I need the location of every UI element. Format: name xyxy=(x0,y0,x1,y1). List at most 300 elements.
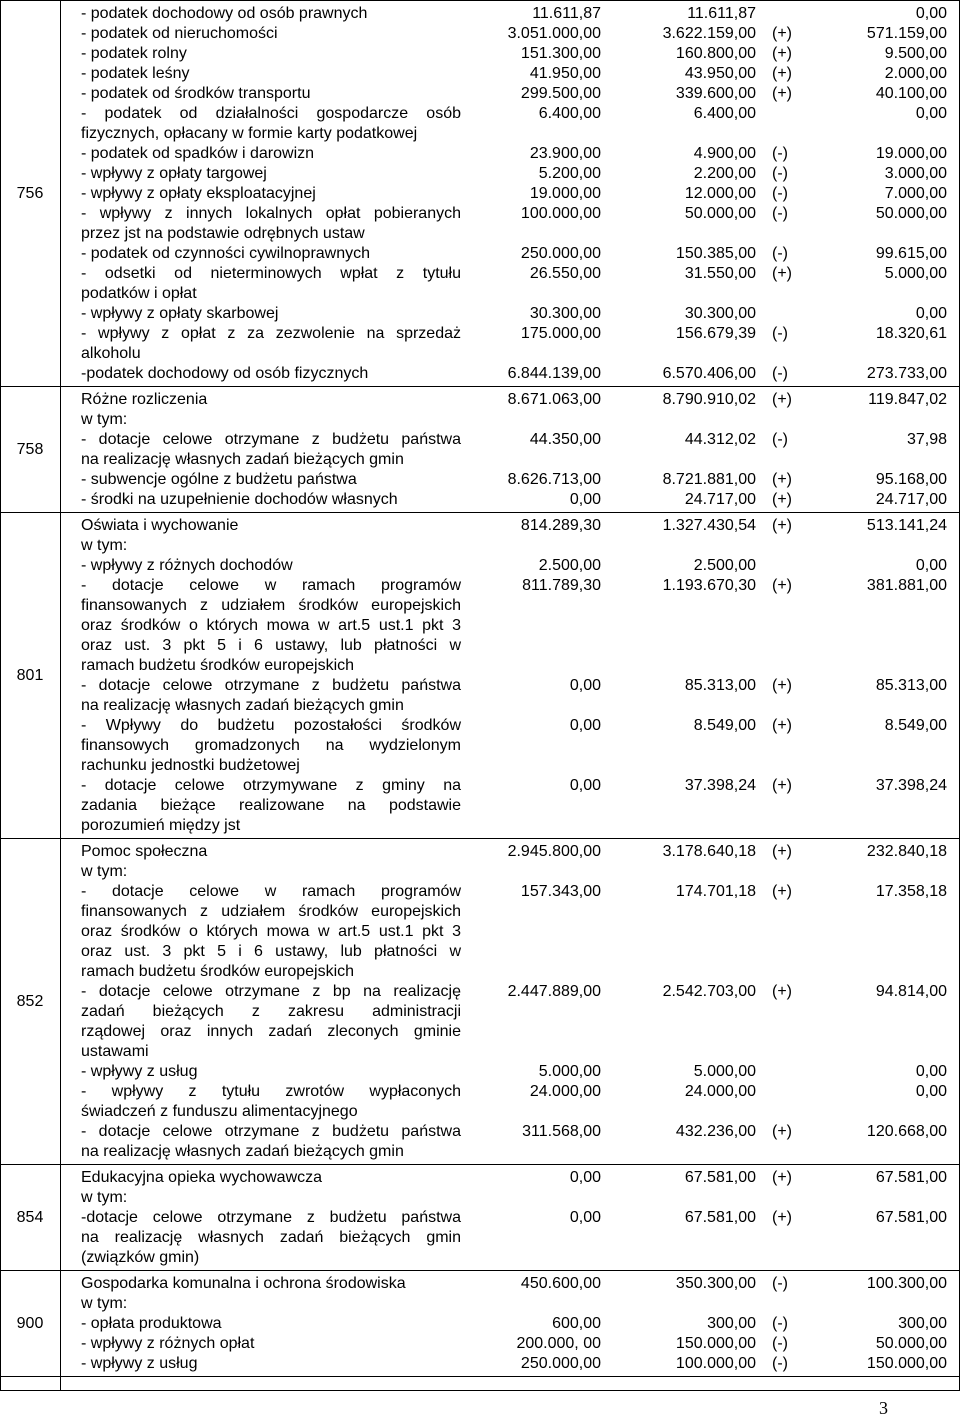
value-planned: 100.000,00 xyxy=(520,205,601,222)
table-row xyxy=(0,490,960,510)
row-description xyxy=(81,1062,461,1082)
value-planned: 811.789,30 xyxy=(522,577,601,594)
value-after-change: 150.385,00 xyxy=(675,245,756,262)
value-planned: 0,00 xyxy=(569,777,601,794)
section-code: 852 xyxy=(16,993,44,1010)
description-line: na realizację własnych zadań bieżących gmin xyxy=(81,697,404,714)
value-planned: 6.844.139,00 xyxy=(507,365,601,382)
value-difference: 120.668,00 xyxy=(866,1123,947,1140)
value-planned: 175.000,00 xyxy=(520,325,601,342)
code-column-border xyxy=(60,0,61,1390)
value-difference: 0,00 xyxy=(915,557,947,574)
row-description xyxy=(81,264,461,304)
table-row xyxy=(0,1122,960,1162)
change-sign: (+) xyxy=(772,265,792,282)
row-description xyxy=(81,24,461,44)
value-after-change: 24.000,00 xyxy=(684,1083,756,1100)
value-planned: 311.568,00 xyxy=(522,1123,601,1140)
description-line: - podatek od nieruchomości xyxy=(81,25,278,42)
table-row xyxy=(0,776,960,836)
row-description xyxy=(81,516,461,536)
value-after-change: 1.327.430,54 xyxy=(662,517,756,534)
row-description xyxy=(81,1208,461,1268)
page-number: 3 xyxy=(879,1398,888,1418)
description-line: - dotacje celowe otrzymane z budżetu państwa xyxy=(81,1123,461,1140)
value-after-change: 43.950,00 xyxy=(684,65,756,82)
value-after-change: 2.200,00 xyxy=(693,165,756,182)
description-line: - podatek od działalności gospodarcze osób xyxy=(81,105,461,122)
description-line: przez jst na podstawie odrębnych ustaw xyxy=(81,225,365,242)
change-sign: (-) xyxy=(772,145,788,162)
value-difference: 0,00 xyxy=(915,305,947,322)
value-planned: 30.300,00 xyxy=(529,305,601,322)
value-planned: 44.350,00 xyxy=(529,431,601,448)
table-top-border xyxy=(0,0,960,1)
table-row xyxy=(0,104,960,144)
value-after-change: 174.701,18 xyxy=(675,883,756,900)
row-description xyxy=(81,1168,461,1188)
value-planned: 250.000,00 xyxy=(520,1355,601,1372)
value-difference: 150.000,00 xyxy=(866,1355,947,1372)
value-after-change: 6.400,00 xyxy=(693,105,756,122)
table-row xyxy=(0,144,960,164)
change-sign: (+) xyxy=(772,517,792,534)
row-description xyxy=(81,536,461,556)
change-sign: (-) xyxy=(772,431,788,448)
value-after-change: 6.570.406,00 xyxy=(662,365,756,382)
row-description xyxy=(81,1082,461,1122)
change-sign: (-) xyxy=(772,245,788,262)
description-line: - podatek rolny xyxy=(81,45,187,62)
description-line: oraz środków o których mowa w art.5 ust.1 pkt 3 xyxy=(81,617,461,634)
value-after-change: 160.800,00 xyxy=(675,45,756,62)
row-description xyxy=(81,64,461,84)
value-difference: 99.615,00 xyxy=(875,245,947,262)
section-code: 900 xyxy=(16,1315,44,1332)
description-line: - podatek dochodowy od osób prawnych xyxy=(81,5,368,22)
row-description xyxy=(81,1122,461,1162)
row-description xyxy=(81,364,461,384)
description-line: rachunku jednostki budżetowej xyxy=(81,757,300,774)
table-row xyxy=(0,576,960,676)
description-line: w tym: xyxy=(81,863,128,880)
change-sign: (+) xyxy=(772,717,792,734)
value-planned: 3.051.000,00 xyxy=(507,25,601,42)
value-planned: 8.671.063,00 xyxy=(507,391,601,408)
change-sign: (+) xyxy=(772,391,792,408)
description-line: oraz ust. 3 pkt 5 i 6 ustawy, lub płatności w xyxy=(81,943,461,960)
value-after-change: 12.000,00 xyxy=(684,185,756,202)
description-line: Oświata i wychowanie xyxy=(81,517,239,534)
row-description xyxy=(81,4,461,24)
description-line: - wpływy z opłaty eksploatacyjnej xyxy=(81,185,316,202)
description-line: - środki na uzupełnienie dochodów własnych xyxy=(81,491,398,508)
description-line: zadań bieżących z zakresu administracji xyxy=(81,1003,461,1020)
value-after-change: 67.581,00 xyxy=(684,1209,756,1226)
value-difference: 8.549,00 xyxy=(884,717,947,734)
description-line: podatków i opłat xyxy=(81,285,197,302)
description-line: - subwencje ogólne z budżetu państwa xyxy=(81,471,357,488)
row-description xyxy=(81,44,461,64)
value-planned: 2.447.889,00 xyxy=(507,983,601,1000)
table-row xyxy=(0,304,960,324)
table-row xyxy=(0,1354,960,1374)
section-code: 758 xyxy=(16,441,44,458)
description-line: na realizację własnych zadań bieżących gmin xyxy=(81,451,404,468)
row-description xyxy=(81,1188,461,1208)
row-description xyxy=(81,882,461,982)
change-sign: (+) xyxy=(772,677,792,694)
table-row xyxy=(0,516,960,536)
value-difference: 273.733,00 xyxy=(866,365,947,382)
table-row xyxy=(0,1274,960,1294)
change-sign: (-) xyxy=(772,165,788,182)
value-after-change: 8.790.910,02 xyxy=(662,391,756,408)
value-planned: 6.400,00 xyxy=(538,105,601,122)
value-difference: 24.717,00 xyxy=(875,491,947,508)
value-after-change: 85.313,00 xyxy=(684,677,756,694)
value-difference: 381.881,00 xyxy=(866,577,947,594)
value-after-change: 432.236,00 xyxy=(675,1123,756,1140)
description-line: - wpływy z tytułu zwrotów wypłaconych xyxy=(81,1083,461,1100)
change-sign: (+) xyxy=(772,577,792,594)
description-line: oraz środków o których mowa w art.5 ust.1 pkt 3 xyxy=(81,923,461,940)
row-description xyxy=(81,716,461,776)
change-sign: (+) xyxy=(772,983,792,1000)
value-planned: 0,00 xyxy=(569,1209,601,1226)
description-line: w tym: xyxy=(81,1295,128,1312)
value-difference: 300,00 xyxy=(898,1315,947,1332)
description-line: rządowej oraz innych zadań zleconych gminie xyxy=(81,1023,461,1040)
value-difference: 37,98 xyxy=(906,431,947,448)
table-row xyxy=(0,164,960,184)
section-divider xyxy=(0,1164,960,1165)
row-description xyxy=(81,244,461,264)
value-after-change: 30.300,00 xyxy=(684,305,756,322)
description-line: - podatek od spadków i darowizn xyxy=(81,145,315,162)
change-sign: (-) xyxy=(772,1355,788,1372)
table-row xyxy=(0,244,960,264)
value-planned: 8.626.713,00 xyxy=(507,471,601,488)
table-bottom-border xyxy=(0,1390,960,1391)
description-line: - dotacje celowe otrzymane z budżetu państwa xyxy=(81,677,461,694)
change-sign: (+) xyxy=(772,491,792,508)
value-difference: 67.581,00 xyxy=(875,1169,947,1186)
value-planned: 0,00 xyxy=(569,717,601,734)
row-description xyxy=(81,576,461,676)
value-planned: 151.300,00 xyxy=(520,45,601,62)
description-line: finansowych gromadzonych na wydzielonym xyxy=(81,737,461,754)
change-sign: (-) xyxy=(772,1275,788,1292)
row-description xyxy=(81,1334,461,1354)
change-sign: (-) xyxy=(772,1335,788,1352)
change-sign: (+) xyxy=(772,777,792,794)
change-sign: (-) xyxy=(772,185,788,202)
section-divider xyxy=(0,386,960,387)
description-line: Edukacyjna opieka wychowawcza xyxy=(81,1169,323,1186)
table-row xyxy=(0,364,960,384)
table-row xyxy=(0,64,960,84)
value-difference: 50.000,00 xyxy=(875,205,947,222)
description-line: - podatek leśny xyxy=(81,65,190,82)
row-description xyxy=(81,842,461,862)
table-row xyxy=(0,324,960,364)
table-row xyxy=(0,1314,960,1334)
value-difference: 3.000,00 xyxy=(884,165,947,182)
description-line: zadania bieżące realizowane na podstawie xyxy=(81,797,461,814)
description-line: (związków gmin) xyxy=(81,1249,200,1266)
description-line: ramach budżetu środków europejskich xyxy=(81,963,355,980)
value-difference: 17.358,18 xyxy=(875,883,947,900)
row-description xyxy=(81,676,461,716)
value-difference: 50.000,00 xyxy=(875,1335,947,1352)
description-line: - wpływy z usług xyxy=(81,1355,198,1372)
description-line: -podatek dochodowy od osób fizycznych xyxy=(81,365,369,382)
table-row xyxy=(0,536,960,556)
description-line: Różne rozliczenia xyxy=(81,391,208,408)
table-row xyxy=(0,184,960,204)
value-after-change: 156.679,39 xyxy=(675,325,756,342)
description-line: - dotacje celowe otrzymywane z gminy na xyxy=(81,777,461,794)
value-planned: 23.900,00 xyxy=(529,145,601,162)
value-difference: 85.313,00 xyxy=(875,677,947,694)
description-line: na realizację własnych zadań bieżących gmin xyxy=(81,1143,404,1160)
value-planned: 450.600,00 xyxy=(520,1275,601,1292)
change-sign: (+) xyxy=(772,45,792,62)
value-planned: 2.945.800,00 xyxy=(507,843,601,860)
value-planned: 157.343,00 xyxy=(520,883,601,900)
value-difference: 37.398,24 xyxy=(875,777,947,794)
value-difference: 7.000,00 xyxy=(884,185,947,202)
table-left-border xyxy=(0,0,1,1390)
value-planned: 19.000,00 xyxy=(529,185,601,202)
change-sign: (+) xyxy=(772,25,792,42)
table-row xyxy=(0,430,960,470)
value-planned: 2.500,00 xyxy=(538,557,601,574)
row-description xyxy=(81,430,461,470)
value-difference: 2.000,00 xyxy=(884,65,947,82)
description-line: - podatek od środków transportu xyxy=(81,85,311,102)
value-after-change: 1.193.670,30 xyxy=(662,577,756,594)
description-line: oraz ust. 3 pkt 5 i 6 ustawy, lub płatności w xyxy=(81,637,461,654)
table-row xyxy=(0,842,960,862)
value-difference: 571.159,00 xyxy=(866,25,947,42)
value-after-change: 67.581,00 xyxy=(684,1169,756,1186)
value-planned: 24.000,00 xyxy=(529,1083,601,1100)
description-line: - dotacje celowe otrzymane z bp na realizację xyxy=(81,983,461,1000)
description-line: - wpływy z opłaty targowej xyxy=(81,165,267,182)
table-row xyxy=(0,4,960,24)
description-line: finansowanych z udziałem środków europejskich xyxy=(81,903,461,920)
row-description xyxy=(81,390,461,410)
value-planned: 0,00 xyxy=(569,677,601,694)
change-sign: (-) xyxy=(772,1315,788,1332)
table-row xyxy=(0,84,960,104)
value-difference: 0,00 xyxy=(915,1083,947,1100)
value-difference: 100.300,00 xyxy=(866,1275,947,1292)
description-line: - wpływy z innych lokalnych opłat pobieranych xyxy=(81,205,461,222)
value-after-change: 8.549,00 xyxy=(693,717,756,734)
value-difference: 18.320,61 xyxy=(875,325,947,342)
table-row xyxy=(0,24,960,44)
description-line: -dotacje celowe otrzymane z budżetu państwa xyxy=(81,1209,461,1226)
table-row xyxy=(0,982,960,1062)
table-row xyxy=(0,862,960,882)
section-code: 854 xyxy=(16,1209,44,1226)
change-sign: (-) xyxy=(772,365,788,382)
value-after-change: 50.000,00 xyxy=(684,205,756,222)
value-planned: 299.500,00 xyxy=(520,85,601,102)
table-row xyxy=(0,676,960,716)
section-divider xyxy=(0,1270,960,1271)
value-after-change: 31.550,00 xyxy=(684,265,756,282)
section-code: 756 xyxy=(16,185,44,202)
value-difference: 0,00 xyxy=(915,5,947,22)
value-difference: 40.100,00 xyxy=(875,85,947,102)
table-row xyxy=(0,1294,960,1314)
value-after-change: 150.000,00 xyxy=(675,1335,756,1352)
description-line: w tym: xyxy=(81,411,128,428)
row-description xyxy=(81,84,461,104)
change-sign: (+) xyxy=(772,65,792,82)
value-planned: 11.611,87 xyxy=(532,5,601,22)
description-line: - opłata produktowa xyxy=(81,1315,222,1332)
row-description xyxy=(81,1354,461,1374)
description-line: świadczeń z funduszu alimentacyjnego xyxy=(81,1103,358,1120)
value-after-change: 100.000,00 xyxy=(675,1355,756,1372)
change-sign: (+) xyxy=(772,843,792,860)
description-line: - dotacje celowe w ramach programów xyxy=(81,577,461,594)
value-difference: 232.840,18 xyxy=(866,843,947,860)
value-difference: 513.141,24 xyxy=(866,517,947,534)
row-description xyxy=(81,862,461,882)
value-after-change: 8.721.881,00 xyxy=(662,471,756,488)
value-after-change: 3.622.159,00 xyxy=(662,25,756,42)
description-line: - odsetki od nieterminowych wpłat z tytułu xyxy=(81,265,461,282)
row-description xyxy=(81,164,461,184)
table-row xyxy=(0,1062,960,1082)
description-line: - wpływy z opłaty skarbowej xyxy=(81,305,279,322)
value-planned: 5.200,00 xyxy=(538,165,601,182)
value-planned: 600,00 xyxy=(552,1315,601,1332)
description-line: - wpływy z opłat z za zezwolenie na sprzedaż xyxy=(81,325,461,342)
table-row xyxy=(0,44,960,64)
row-description xyxy=(81,982,461,1062)
table-row xyxy=(0,1208,960,1268)
description-line: - wpływy z różnych opłat xyxy=(81,1335,255,1352)
value-after-change: 4.900,00 xyxy=(693,145,756,162)
change-sign: (+) xyxy=(772,1169,792,1186)
change-sign: (+) xyxy=(772,883,792,900)
row-description xyxy=(81,410,461,430)
value-planned: 0,00 xyxy=(569,1169,601,1186)
description-line: ramach budżetu środków europejskich xyxy=(81,657,355,674)
value-planned: 0,00 xyxy=(569,491,601,508)
value-planned: 814.289,30 xyxy=(520,517,601,534)
row-description xyxy=(81,556,461,576)
row-description xyxy=(81,304,461,324)
description-line: - wpływy z usług xyxy=(81,1063,198,1080)
row-description xyxy=(81,204,461,244)
value-difference: 19.000,00 xyxy=(875,145,947,162)
value-after-change: 11.611,87 xyxy=(687,5,756,22)
value-after-change: 2.542.703,00 xyxy=(662,983,756,1000)
description-line: Gospodarka komunalna i ochrona środowiska xyxy=(81,1275,406,1292)
value-planned: 250.000,00 xyxy=(520,245,601,262)
table-row xyxy=(0,1188,960,1208)
value-planned: 5.000,00 xyxy=(538,1063,601,1080)
value-difference: 9.500,00 xyxy=(884,45,947,62)
table-row xyxy=(0,1334,960,1354)
description-line: w tym: xyxy=(81,537,128,554)
description-line: - podatek od czynności cywilnoprawnych xyxy=(81,245,371,262)
row-description xyxy=(81,490,461,510)
row-description xyxy=(81,1314,461,1334)
section-divider xyxy=(0,838,960,839)
value-after-change: 339.600,00 xyxy=(675,85,756,102)
row-description xyxy=(81,776,461,836)
value-difference: 95.168,00 xyxy=(875,471,947,488)
value-after-change: 350.300,00 xyxy=(675,1275,756,1292)
change-sign: (-) xyxy=(772,325,788,342)
description-line: fizycznych, opłacany w formie karty podatkowej xyxy=(81,125,418,142)
value-after-change: 3.178.640,18 xyxy=(662,843,756,860)
row-description xyxy=(81,470,461,490)
description-line: ustawami xyxy=(81,1043,149,1060)
section-code: 801 xyxy=(16,667,44,684)
table-row xyxy=(0,390,960,410)
value-after-change: 44.312,02 xyxy=(684,431,756,448)
description-line: - wpływy z różnych dochodów xyxy=(81,557,293,574)
table-row xyxy=(0,264,960,304)
value-after-change: 2.500,00 xyxy=(693,557,756,574)
description-line: alkoholu xyxy=(81,345,141,362)
description-line: - Wpływy do budżetu pozostałości środków xyxy=(81,717,461,734)
description-line: na realizację własnych zadań bieżących gmin xyxy=(81,1229,461,1246)
row-description xyxy=(81,324,461,364)
table-row xyxy=(0,204,960,244)
description-line: - dotacje celowe w ramach programów xyxy=(81,883,461,900)
value-after-change: 300,00 xyxy=(707,1315,756,1332)
value-after-change: 5.000,00 xyxy=(693,1063,756,1080)
value-difference: 5.000,00 xyxy=(884,265,947,282)
row-description xyxy=(81,144,461,164)
value-difference: 94.814,00 xyxy=(875,983,947,1000)
row-description xyxy=(81,1294,461,1314)
description-line: - dotacje celowe otrzymane z budżetu państwa xyxy=(81,431,461,448)
change-sign: (-) xyxy=(772,205,788,222)
value-difference: 119.847,02 xyxy=(868,391,947,408)
change-sign: (+) xyxy=(772,85,792,102)
table-row xyxy=(0,1082,960,1122)
change-sign: (+) xyxy=(772,1123,792,1140)
value-difference: 0,00 xyxy=(915,1063,947,1080)
change-sign: (+) xyxy=(772,1209,792,1226)
table-row xyxy=(0,470,960,490)
value-after-change: 24.717,00 xyxy=(684,491,756,508)
table-row xyxy=(0,410,960,430)
description-line: Pomoc społeczna xyxy=(81,843,208,860)
value-planned: 26.550,00 xyxy=(529,265,601,282)
value-planned: 41.950,00 xyxy=(529,65,601,82)
description-line: finansowanych z udziałem środków europejskich xyxy=(81,597,461,614)
description-line: porozumień między jst xyxy=(81,817,241,834)
value-difference: 0,00 xyxy=(915,105,947,122)
row-description xyxy=(81,184,461,204)
section-divider xyxy=(0,512,960,513)
row-description xyxy=(81,104,461,144)
table-row xyxy=(0,556,960,576)
